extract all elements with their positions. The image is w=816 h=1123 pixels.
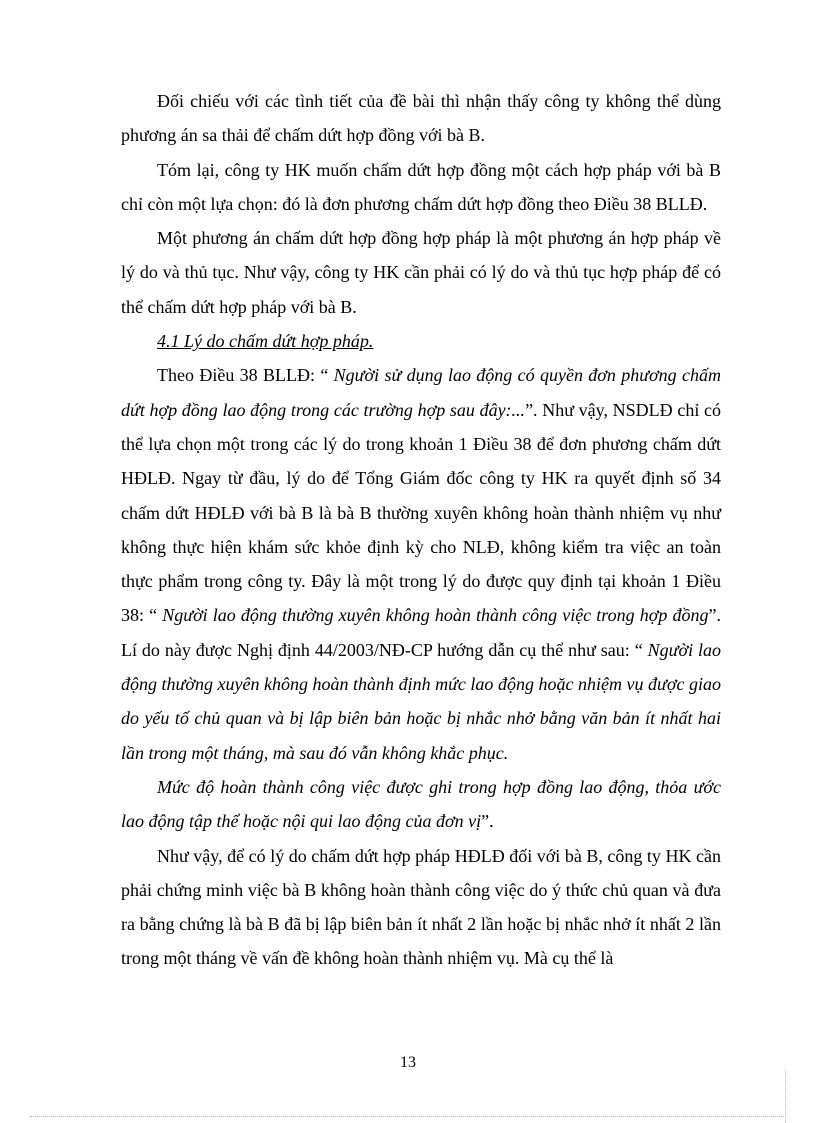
text-run: ”. xyxy=(481,811,494,832)
quote-run: Mức độ hoàn thành công việc được ghi trong hợp đồng lao động, thỏa ước lao động tập thể hoặc nội qui lao động của đơn vị xyxy=(121,776,721,832)
footer-dotted-line xyxy=(30,1116,786,1117)
paragraph-lawful-option: Một phương án chấm dứt hợp đồng hợp pháp là một phương án hợp pháp về lý do và thủ tục. Như vậy, công ty HK cần phải có lý do và thủ tục hợp pháp để có thể chấm dứt hợp pháp với bà B. xyxy=(121,228,721,317)
paragraph-conclusion: Như vậy, để có lý do chấm dứt hợp pháp HĐLĐ đối với bà B, công ty HK cần phải chứng minh việc bà B không hoàn thành công việc do ý thức chủ quan và đưa ra bằng chứng là bà B đã bị lập biên bản ít nhất 2 lần hoặc bị nhắc nhở ít nhất 2 lần trong một tháng về vấn đề không hoàn thành nhiệm vụ. Mà cụ thể là xyxy=(121,845,721,969)
paragraph-completion-level xyxy=(121,770,721,839)
paragraph-article-38 xyxy=(121,358,721,770)
paragraph-comparison: Đối chiếu với các tình tiết của đề bài thì nhận thấy công ty không thể dùng phương án sa thải để chấm dứt hợp đồng với bà B. xyxy=(121,91,721,146)
page-number: 13 xyxy=(400,1054,416,1071)
text-run: ”. Lí do này được Nghị định 44/2003/NĐ-CP hướng dẫn cụ thể như sau: “ xyxy=(121,605,721,660)
quote-run: Người lao động thường xuyên không hoàn thành công việc trong hợp đồng xyxy=(162,605,709,626)
text-run: ”. Như vậy, NSDLĐ chỉ có thể lựa chọn một trong các lý do trong khoản 1 Điều 38 để đơn phương chấm dứt HĐLĐ. Ngay từ đầu, lý do để Tổng Giám đốc công ty HK ra quyết định số 34 chấm dứt HĐLĐ với bà B là bà B thường xuyên không hoàn thành nhiệm vụ như không thực hiện khám sức khỏe định kỳ cho NLĐ, không kiểm tra việc an toàn thực phẩm trong công ty. Đây là một trong lý do được quy định tại khoản 1 Điều 38: “ xyxy=(121,399,722,626)
quote-run: Người lao động thường xuyên không hoàn thành định mức lao động hoặc nhiệm vụ được giao do yếu tố chủ quan và bị lập biên bản hoặc bị nhắc nhở bằng văn bản ít nhất hai lần trong một tháng, mà sau đó vẫn không khắc phục. xyxy=(121,639,722,763)
quote-run: Người sử dụng lao động có quyền đơn phương chấm dứt hợp đồng lao động trong các trường hợp sau đây:... xyxy=(121,365,721,420)
section-heading xyxy=(121,324,721,358)
page-body xyxy=(121,84,721,976)
text-run: Theo Điều 38 BLLĐ: “ xyxy=(157,365,334,386)
section-heading-text: 4.1 Lý do chấm dứt hợp pháp. xyxy=(157,331,374,352)
corner-dotted-mark xyxy=(785,1070,786,1123)
paragraph-summary: Tóm lại, công ty HK muốn chấm dứt hợp đồng một cách hợp pháp với bà B chỉ còn một lựa chọn: đó là đơn phương chấm dứt hợp đồng theo Điều 38 BLLĐ. xyxy=(121,159,721,214)
